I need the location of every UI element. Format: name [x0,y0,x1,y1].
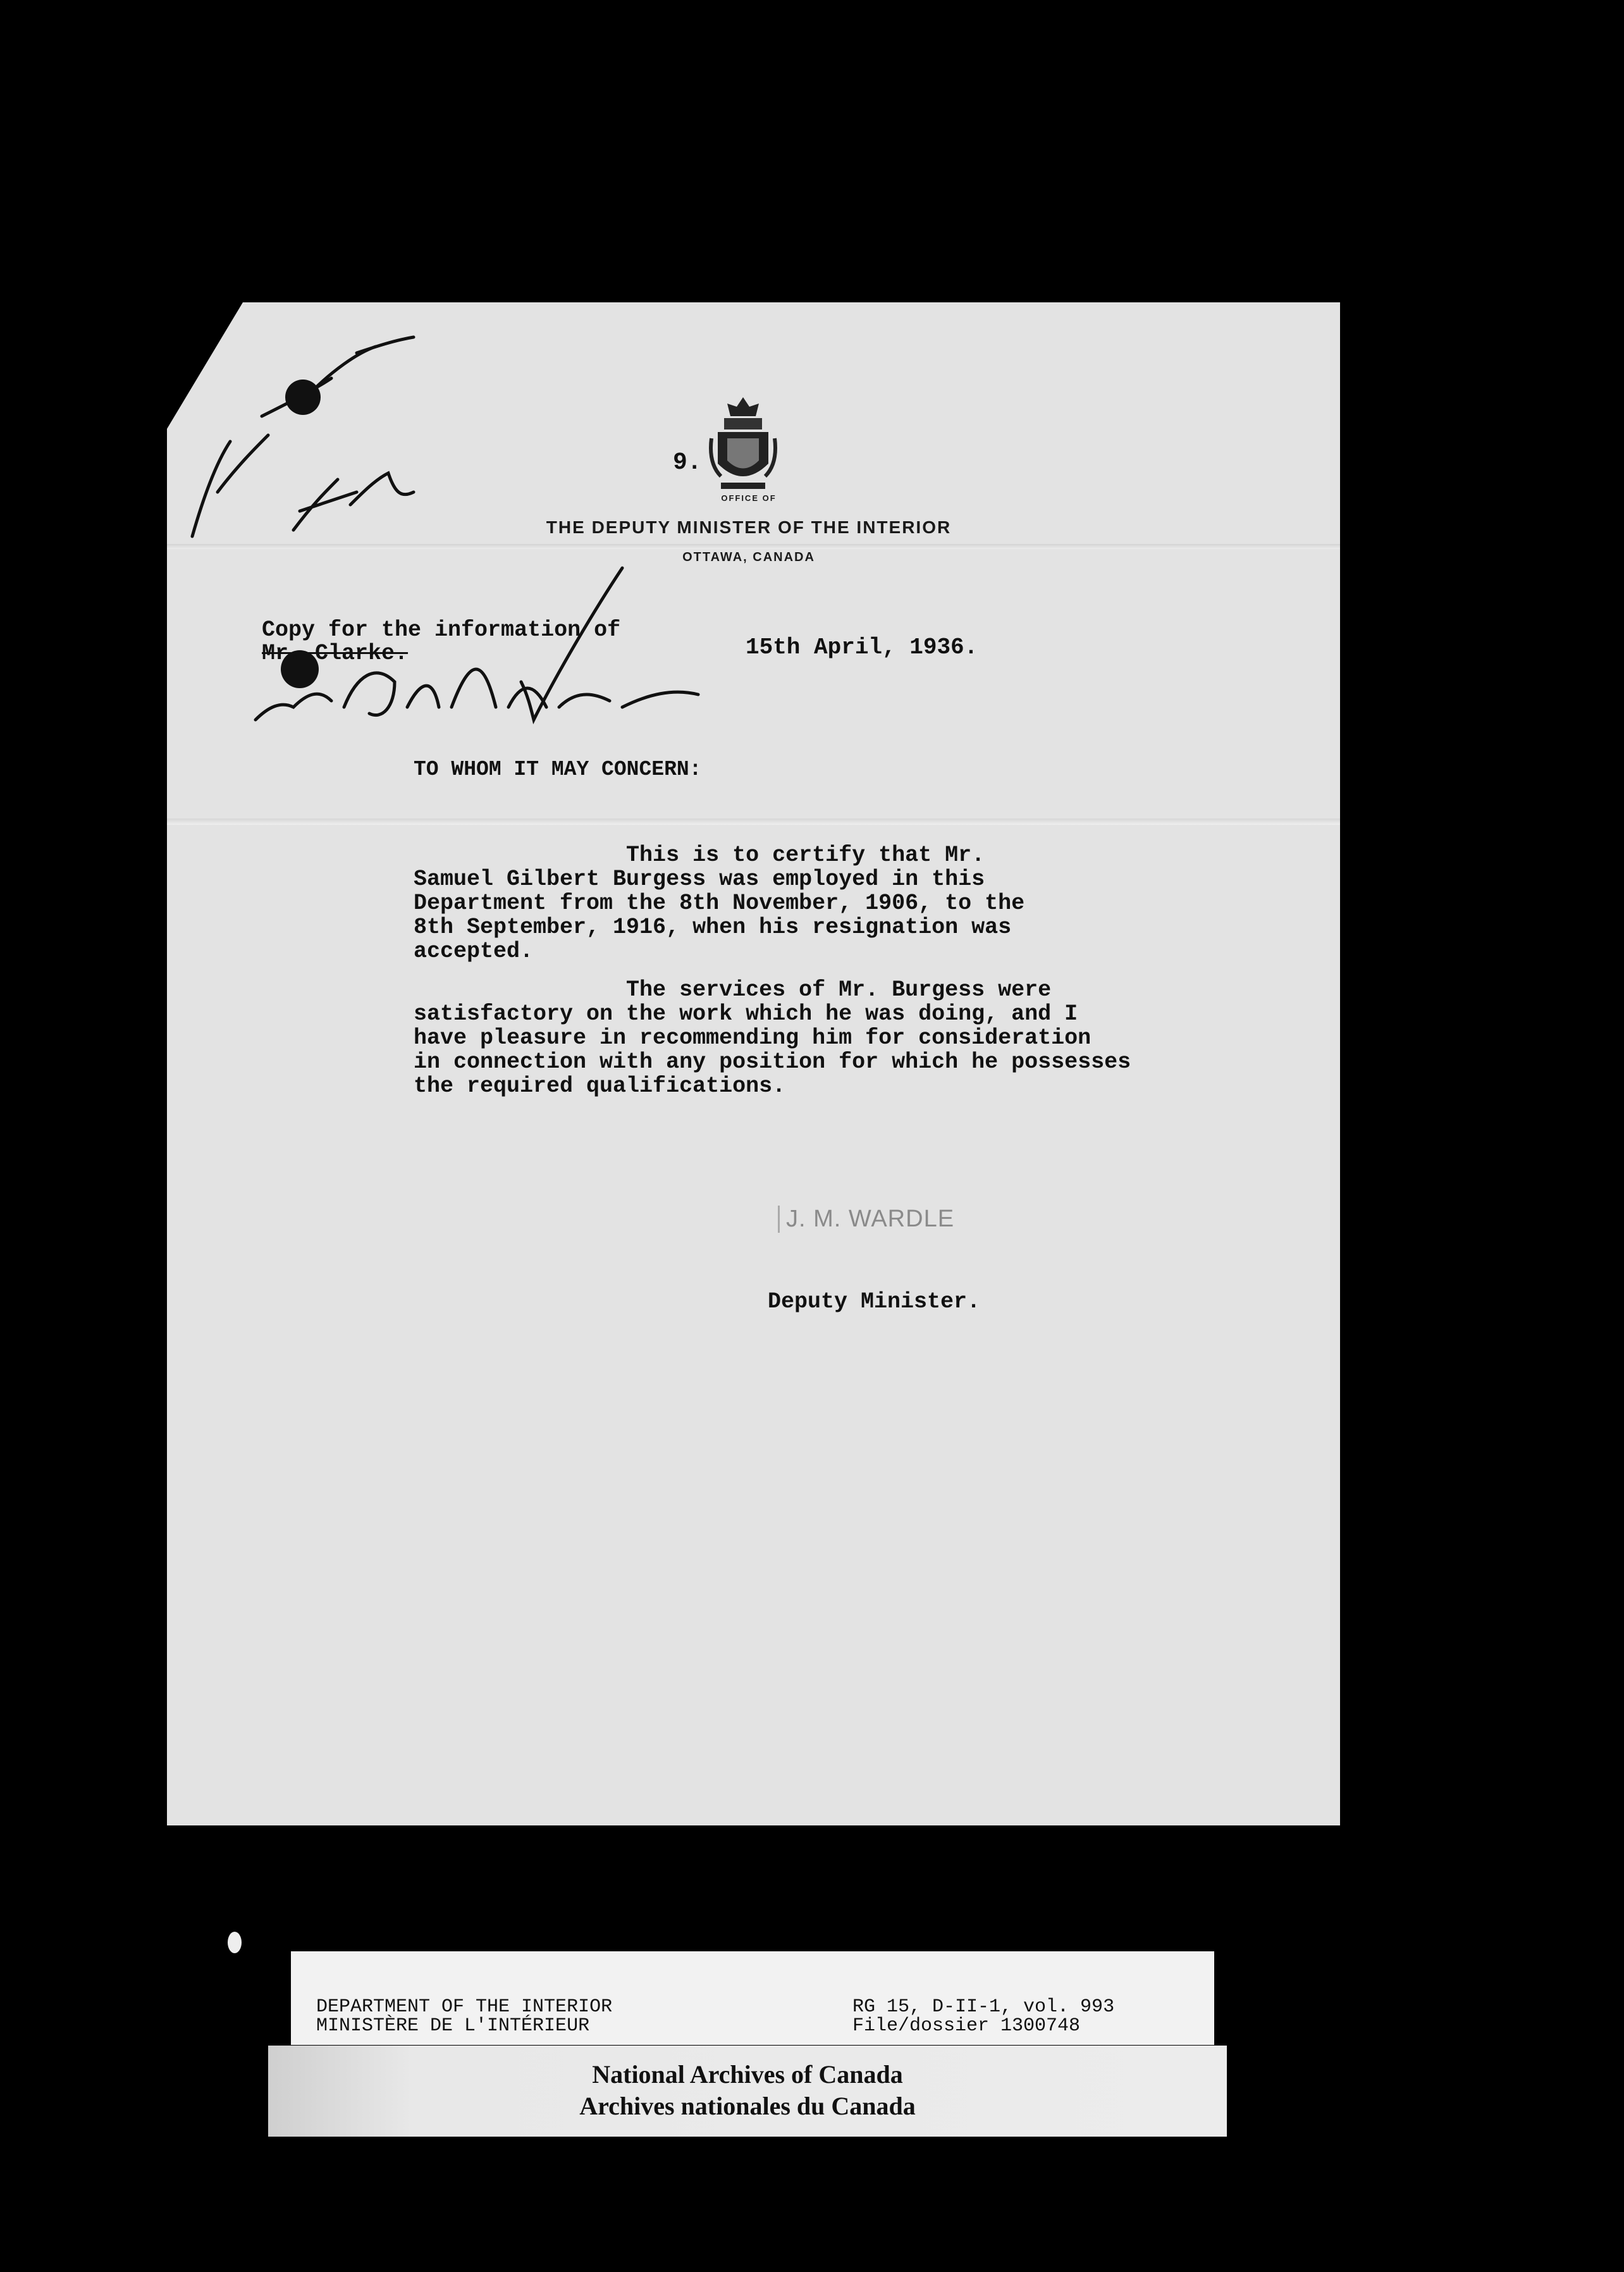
letterhead-office-of: OFFICE OF [721,493,777,503]
film-mark [228,1932,242,1953]
record-group-ref: RG 15, D-II-1, vol. 993 [852,1996,1115,2018]
file-number-ref: File/dossier 1300748 [852,2015,1081,2037]
letter-salutation: TO WHOM IT MAY CONCERN: [414,758,702,781]
signature-stamp: J. M. WARDLE [778,1206,954,1233]
signature-title: Deputy Minister. [768,1289,981,1314]
letter-paragraph-2: The services of Mr. Burgess were satisfactory on the work which he was doing, and I have pleasure in recommending him for consideration in connection with any position for which he possesses the required qualifications. [414,977,1131,1099]
reference-label [291,1951,1214,2045]
letterhead-title: THE DEPUTY MINISTER OF THE INTERIOR [546,517,952,537]
handwriting-for-mr-burgess [192,337,414,536]
letter-paragraph-1: This is to certify that Mr. Samuel Gilbert Burgess was employed in this Department from the 8th November, 1906, to the 8th September, 1916, when his resignation was accepted. [414,843,1025,964]
archive-label [268,2046,1227,2137]
ink-blot-top [285,380,321,415]
copy-recipient-line: Mr. Clarke. [262,641,409,666]
coat-of-arms-crest [708,394,778,495]
letter-page [167,302,1340,1825]
letterhead-location: OTTAWA, CANADA [682,550,815,564]
department-names [316,1997,612,2035]
copy-for-information-line: Copy for the information of [262,617,621,643]
letter-date: 15th April, 1936. [746,634,978,660]
department-en: DEPARTMENT OF THE INTERIOR [316,1996,613,2018]
archive-name-en: National Archives of Canada [592,2060,903,2089]
reference-numbers [852,1997,1114,2035]
handwriting-file [293,473,414,530]
department-fr: MINISTÈRE DE L'INTÉRIEUR [316,2015,590,2037]
page-number: 9. [673,449,702,476]
archive-name-fr: Archives nationales du Canada [579,2092,916,2120]
handwriting-mr-gillespie [255,669,698,720]
